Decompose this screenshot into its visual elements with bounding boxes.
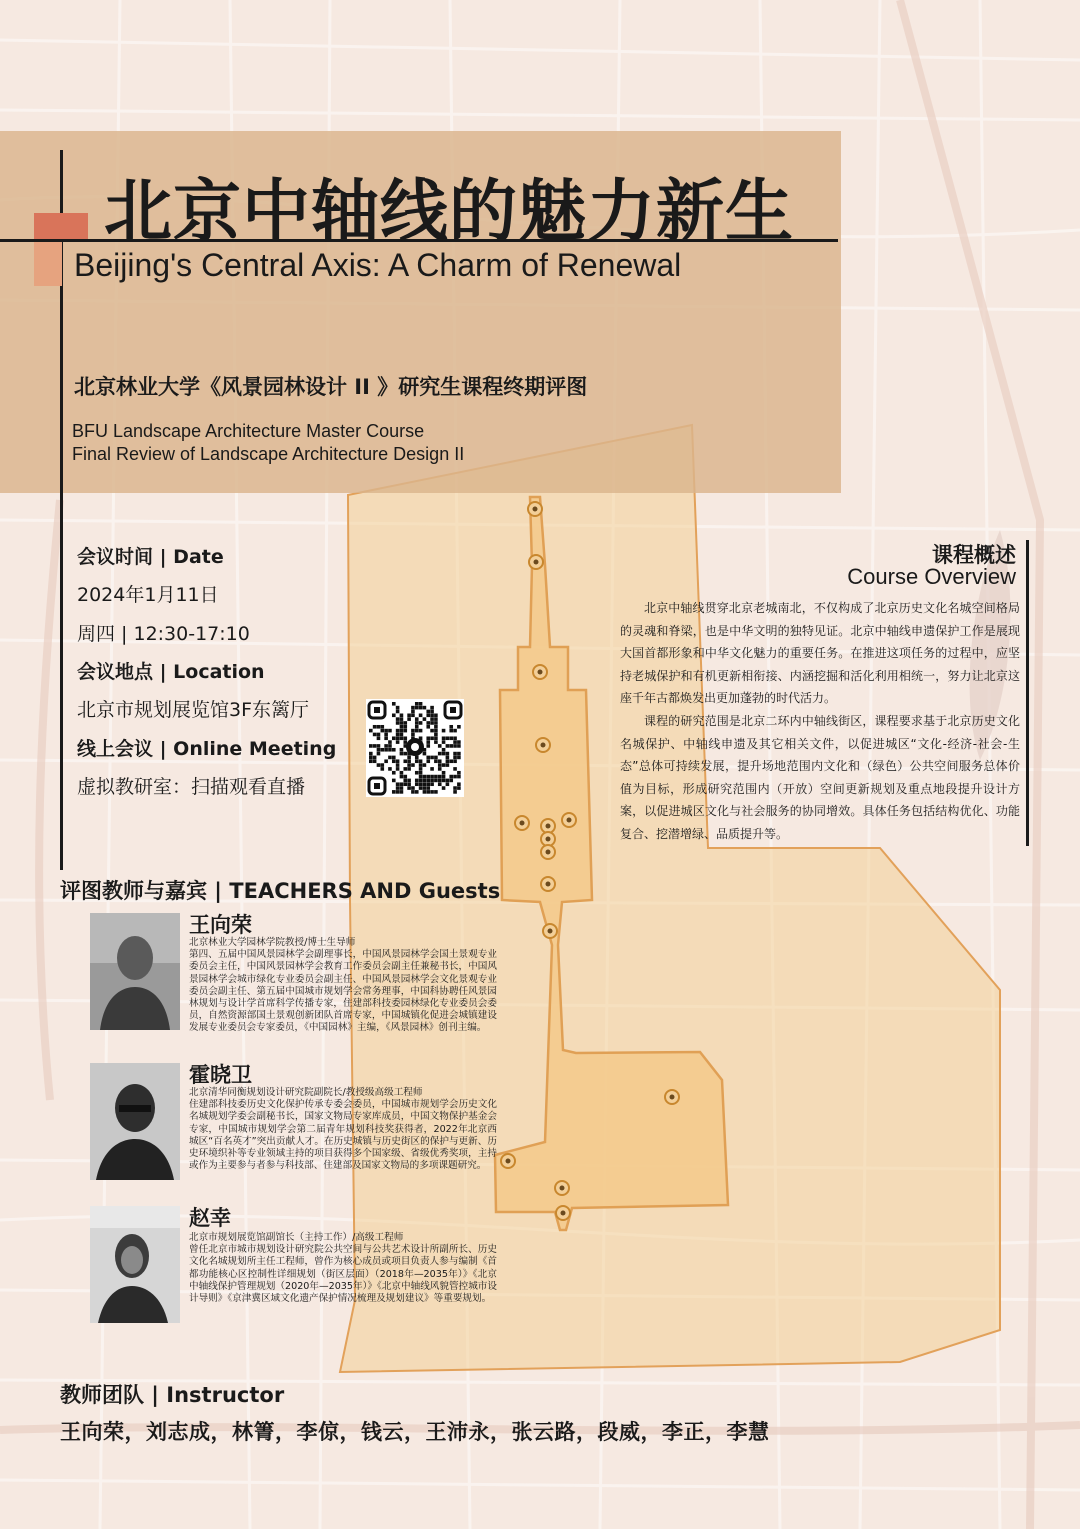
- qr-module: [426, 782, 430, 786]
- qr-module: [411, 763, 415, 767]
- qr-module: [407, 763, 411, 767]
- qr-module: [430, 790, 434, 794]
- teacher-bio-2: 北京清华同衡规划设计研究院副院长/教授级高级工程师 住建部科技委历史文化保护传承专委会委员，中国城市规划学会历史文化名城规划学委会副秘书长，国家文物局专家库成员，中国文物保护基金会专家，中国城市规划学会第二届青年规划科技奖获得者，2022年北京西城区“百名英才”突出贡献人才。在历史城镇与历史街区的保护与更新、历史环境织补等专业领域主持的项目获得多个国家级、省级优秀奖项，主持或作为主要参与者参与科技部、住建部及国家文物局的多项课题研究。: [189, 1087, 497, 1172]
- teacher-name-2: 霍晓卫: [189, 1063, 252, 1087]
- location-value: 北京市规划展览馆3F东篱厅: [77, 699, 310, 721]
- qr-module: [384, 748, 388, 752]
- qr-module: [396, 790, 400, 794]
- qr-module: [377, 752, 381, 756]
- overview-paragraph-2: 课程的研究范围是北京二环内中轴线街区，课程要求基于北京历史文化名城保护、中轴线申遗及其它相关文件，以促进城区“文化-经济-社会-生态”总体可持续发展，提升场地范围内文化和（绿色）公共空间服务总体价值为目标，形成研究范围内（开放）空间更新规划及重点地段提升设计方案，以促进城区文化与社会服务的协同增效。具体任务包括结构优化、功能复合、挖潜增绿、品质提升等。: [620, 713, 1020, 841]
- qr-module: [415, 771, 419, 775]
- qr-module: [434, 790, 438, 794]
- accent-block-light: [34, 241, 62, 286]
- qr-module: [369, 729, 373, 733]
- qr-module: [457, 771, 461, 775]
- qr-module: [453, 790, 457, 794]
- qr-module: [438, 775, 442, 779]
- qr-module: [453, 744, 457, 748]
- qr-module: [411, 729, 415, 733]
- qr-module: [430, 721, 434, 725]
- overview-rule: [1026, 540, 1029, 846]
- qr-module: [369, 744, 373, 748]
- qr-module: [438, 767, 442, 771]
- teacher-photo-1: [90, 913, 180, 1030]
- qr-module: [457, 786, 461, 790]
- course-en-line-1: BFU Landscape Architecture Master Course: [72, 421, 425, 441]
- qr-module: [396, 740, 400, 744]
- qr-module: [396, 706, 400, 710]
- qr-module: [403, 721, 407, 725]
- overview-paragraph-1: 北京中轴线贯穿北京老城南北，不仅构成了北京历史文化名城空间格局的灵魂和脊梁，也是中华文明的独特见证。北京中轴线申遗保护工作是展现大国首都形象和中华文化魅力的重要任务。在推进这项任务的过程中，应坚持老城保护和有机更新相衔接、内涵挖掘和活化利用相统一，努力让北京这座千年古都焕发出更加蓬勃的时代活力。: [620, 601, 1020, 706]
- map-marker-dot: [548, 929, 553, 934]
- qr-module: [434, 775, 438, 779]
- qr-module: [407, 779, 411, 783]
- qr-module: [434, 729, 438, 733]
- date-value: 2024年1月11日: [77, 584, 219, 606]
- qr-module: [369, 756, 373, 760]
- qr-module: [400, 733, 404, 737]
- qr-module: [438, 759, 442, 763]
- qr-module: [419, 775, 423, 779]
- qr-module: [384, 744, 388, 748]
- qr-module: [419, 782, 423, 786]
- qr-module: [438, 763, 442, 767]
- qr-module: [411, 706, 415, 710]
- qr-module: [373, 744, 377, 748]
- teacher-photo-3: [90, 1206, 180, 1323]
- qr-module: [411, 790, 415, 794]
- qr-module: [442, 775, 446, 779]
- qr-module: [419, 702, 423, 706]
- qr-module: [426, 721, 430, 725]
- map-marker-dot: [567, 818, 572, 823]
- qr-module: [396, 733, 400, 737]
- qr-module: [434, 733, 438, 737]
- qr-module: [380, 725, 384, 729]
- qr-module: [415, 702, 419, 706]
- course-title: 北京林业大学《风景园林设计 II 》研究生课程终期评图: [74, 375, 588, 399]
- qr-module: [384, 729, 388, 733]
- qr-module: [449, 759, 453, 763]
- qr-module: [392, 756, 396, 760]
- qr-module: [453, 736, 457, 740]
- qr-module: [419, 759, 423, 763]
- course-title-en: [72, 420, 464, 466]
- qr-module: [430, 756, 434, 760]
- qr-module: [453, 752, 457, 756]
- qr-module: [400, 790, 404, 794]
- qr-module: [403, 729, 407, 733]
- qr-module: [392, 702, 396, 706]
- online-label: 线上会议 | Online Meeting: [77, 738, 337, 760]
- qr-module: [373, 733, 377, 737]
- qr-module: [419, 713, 423, 717]
- accent-block: [34, 213, 88, 241]
- qr-module: [415, 782, 419, 786]
- qr-module: [396, 759, 400, 763]
- map-marker-dot: [546, 850, 551, 855]
- instructor-names: 王向荣，刘志成，林箐，李倞，钱云，王沛永，张云路，段威，李正，李慧: [60, 1420, 770, 1444]
- qr-module: [373, 756, 377, 760]
- qr-module: [442, 729, 446, 733]
- qr-module: [415, 717, 419, 721]
- qr-module: [411, 710, 415, 714]
- qr-module: [453, 759, 457, 763]
- qr-module: [446, 759, 450, 763]
- qr-module: [396, 763, 400, 767]
- qr-module: [423, 775, 427, 779]
- qr-module: [377, 725, 381, 729]
- qr-module: [403, 736, 407, 740]
- qr-module: [388, 729, 392, 733]
- qr-module: [407, 717, 411, 721]
- qr-module: [434, 736, 438, 740]
- qr-module: [430, 736, 434, 740]
- qr-module: [457, 740, 461, 744]
- qr-module: [403, 775, 407, 779]
- qr-module: [396, 786, 400, 790]
- page-title: 北京中轴线的魅力新生: [104, 173, 795, 252]
- map-marker-dot: [533, 507, 538, 512]
- qr-module: [423, 706, 427, 710]
- qr-module: [426, 786, 430, 790]
- qr-module: [434, 756, 438, 760]
- qr-module: [453, 786, 457, 790]
- qr-module: [396, 710, 400, 714]
- online-value: 虚拟教研室：扫描观看直播: [77, 776, 306, 798]
- qr-module: [423, 763, 427, 767]
- overview-title-en: Course Overview: [847, 564, 1016, 589]
- qr-module: [423, 786, 427, 790]
- qr-module: [380, 748, 384, 752]
- qr-module: [457, 775, 461, 779]
- qr-module: [407, 767, 411, 771]
- qr-module: [400, 786, 404, 790]
- qr-module: [377, 736, 381, 740]
- qr-module: [446, 763, 450, 767]
- qr-module: [442, 736, 446, 740]
- qr-module: [415, 706, 419, 710]
- qr-module: [377, 733, 381, 737]
- qr-module: [388, 748, 392, 752]
- qr-module: [434, 759, 438, 763]
- qr-module: [457, 756, 461, 760]
- qr-module: [457, 782, 461, 786]
- qr-module: [403, 779, 407, 783]
- qr-module: [415, 756, 419, 760]
- qr-module: [407, 782, 411, 786]
- map-marker-dot: [546, 837, 551, 842]
- qr-module: [423, 782, 427, 786]
- qr-module: [388, 740, 392, 744]
- qr-module: [434, 740, 438, 744]
- qr-module: [415, 790, 419, 794]
- qr-module: [430, 710, 434, 714]
- qr-module: [384, 733, 388, 737]
- qr-module: [377, 744, 381, 748]
- qr-module: [423, 790, 427, 794]
- qr-module: [392, 779, 396, 783]
- qr-module: [403, 767, 407, 771]
- qr-module: [400, 748, 404, 752]
- qr-module: [438, 744, 442, 748]
- qr-module: [426, 775, 430, 779]
- qr-module: [384, 759, 388, 763]
- qr-module: [419, 786, 423, 790]
- qr-module: [419, 721, 423, 725]
- map-marker-dot: [670, 1095, 675, 1100]
- map-marker-dot: [560, 1186, 565, 1191]
- teacher-name-3: 赵幸: [189, 1206, 231, 1230]
- qr-module: [400, 782, 404, 786]
- qr-module: [442, 779, 446, 783]
- qr-module: [438, 779, 442, 783]
- qr-module: [400, 721, 404, 725]
- qr-module: [369, 759, 373, 763]
- qr-module: [426, 725, 430, 729]
- qr-module: [415, 729, 419, 733]
- qr-module: [453, 729, 457, 733]
- qr-module: [396, 729, 400, 733]
- qr-module: [423, 779, 427, 783]
- map-marker-dot: [546, 824, 551, 829]
- overview-title: 课程概述: [932, 543, 1016, 567]
- map-marker-dot: [546, 882, 551, 887]
- qr-module: [449, 729, 453, 733]
- qr-module: [434, 713, 438, 717]
- qr-module: [388, 756, 392, 760]
- qr-module: [442, 786, 446, 790]
- qr-module: [426, 744, 430, 748]
- page-title-en: Beijing's Central Axis: A Charm of Renewal: [74, 247, 682, 283]
- map-marker-dot: [541, 743, 546, 748]
- qr-module: [419, 706, 423, 710]
- qr-module: [426, 790, 430, 794]
- map-marker-dot: [506, 1159, 511, 1164]
- qr-module: [415, 721, 419, 725]
- qr-module: [430, 717, 434, 721]
- time-value: 周四 | 12:30-17:10: [77, 623, 250, 645]
- qr-module: [403, 725, 407, 729]
- qr-module: [411, 733, 415, 737]
- qr-module: [392, 790, 396, 794]
- qr-module: [449, 744, 453, 748]
- qr-module: [434, 779, 438, 783]
- qr-module: [453, 767, 457, 771]
- qr-module: [426, 740, 430, 744]
- qr-module: [380, 767, 384, 771]
- qr-module: [377, 748, 381, 752]
- teacher-bio-1: 北京林业大学园林学院教授/博士生导师 第四、五届中国风景园林学会副理事长，中国风景园林学会国土景观专业委员会主任，中国风景园林学会教育工作委员会副主任兼秘书长，中国风景园林学会城市绿化专业委员会副主任、中国风景园林学会文化景观专业委员会副主任、第五届中国城市规划学会常务理事，中国科协聘任风景园林规划与设计学首席科学传播专家，住建部科技委园林绿化专业委员会委员，自然资源部国土景观创新团队首席专家，中国城镇化促进会城镇建设发展专业委员会专家委员，《中国园林》主编，《风景园林》创刊主编。: [189, 937, 497, 1034]
- qr-module: [449, 775, 453, 779]
- qr-module: [415, 779, 419, 783]
- qr-module: [400, 771, 404, 775]
- qr-module: [419, 779, 423, 783]
- qr-module: [380, 729, 384, 733]
- qr-module: [403, 759, 407, 763]
- qr-module: [457, 725, 461, 729]
- map-marker-dot: [534, 560, 539, 565]
- qr-module: [426, 779, 430, 783]
- qr-module: [380, 763, 384, 767]
- qr-module: [426, 736, 430, 740]
- qr-module: [442, 771, 446, 775]
- qr-module: [377, 763, 381, 767]
- qr-module: [426, 756, 430, 760]
- qr-module: [392, 736, 396, 740]
- qr-module: [438, 752, 442, 756]
- qr-module: [407, 713, 411, 717]
- qr-module: [392, 759, 396, 763]
- qr-module: [426, 710, 430, 714]
- qr-module: [457, 752, 461, 756]
- qr-module: [446, 779, 450, 783]
- qr-module: [426, 759, 430, 763]
- qr-module: [411, 786, 415, 790]
- location-label: 会议地点 | Location: [77, 661, 265, 683]
- teacher-bio-3: 北京市规划展览馆副馆长（主持工作）/高级工程师 曾任北京市城市规划设计研究院公共空间与公共艺术设计所副所长、历史文化名城规划所主任工程师，曾作为核心成员或项目负责人参与编制《首都功能核心区控制性详细规划（街区层面）（2018年—2035年）》《北京中轴线保护管理规划（2020年—2035年）》《北京中轴线风貌管控城市设计导则》《京津冀区域文化遗产保护情况梳理及规划建议》等重要规划。: [189, 1232, 497, 1305]
- qr-module: [419, 771, 423, 775]
- qr-module: [430, 706, 434, 710]
- qr-module: [400, 729, 404, 733]
- qr-module: [442, 740, 446, 744]
- qr-module: [407, 759, 411, 763]
- qr-module: [373, 759, 377, 763]
- qr-module: [430, 782, 434, 786]
- qr-module: [419, 729, 423, 733]
- qr-module: [400, 736, 404, 740]
- qr-module: [430, 713, 434, 717]
- instructor-section-title: 教师团队 | Instructor: [60, 1383, 285, 1407]
- map-marker-dot: [561, 1211, 566, 1216]
- qr-module: [396, 782, 400, 786]
- qr-module: [403, 740, 407, 744]
- qr-module: [411, 713, 415, 717]
- qr-module: [400, 725, 404, 729]
- qr-module: [419, 767, 423, 771]
- qr-module: [369, 752, 373, 756]
- qr-module: [442, 748, 446, 752]
- qr-module: [446, 756, 450, 760]
- qr-code-icon[interactable]: [366, 699, 464, 797]
- qr-module: [446, 752, 450, 756]
- qr-module: [415, 759, 419, 763]
- qr-module: [449, 725, 453, 729]
- qr-module: [403, 752, 407, 756]
- qr-module: [430, 767, 434, 771]
- qr-module: [400, 717, 404, 721]
- qr-module: [430, 779, 434, 783]
- qr-module: [426, 713, 430, 717]
- qr-module: [446, 782, 450, 786]
- qr-module: [449, 736, 453, 740]
- qr-module: [457, 744, 461, 748]
- teachers-section-title: 评图教师与嘉宾 | TEACHERS AND Guests: [60, 879, 501, 903]
- qr-module: [419, 763, 423, 767]
- qr-module: [446, 736, 450, 740]
- qr-module: [423, 717, 427, 721]
- qr-module: [423, 752, 427, 756]
- map-marker-dot: [538, 670, 543, 675]
- qr-module: [396, 717, 400, 721]
- qr-module: [407, 756, 411, 760]
- overview-body: [620, 597, 1020, 846]
- qr-module: [434, 721, 438, 725]
- qr-module: [446, 744, 450, 748]
- qr-module: [434, 717, 438, 721]
- qr-module: [392, 748, 396, 752]
- qr-module: [388, 767, 392, 771]
- qr-module: [453, 775, 457, 779]
- qr-module: [396, 721, 400, 725]
- qr-module: [430, 775, 434, 779]
- qr-module: [403, 782, 407, 786]
- qr-module: [388, 744, 392, 748]
- qr-module: [400, 713, 404, 717]
- qr-module: [442, 752, 446, 756]
- qr-module: [396, 767, 400, 771]
- qr-module: [396, 736, 400, 740]
- qr-module: [442, 763, 446, 767]
- map-marker-dot: [520, 821, 525, 826]
- qr-module: [407, 786, 411, 790]
- qr-module: [400, 752, 404, 756]
- qr-module: [392, 771, 396, 775]
- qr-module: [453, 740, 457, 744]
- teacher-photo-2: [90, 1063, 180, 1180]
- teacher-name-1: 王向荣: [189, 913, 252, 937]
- date-label: 会议时间 | Date: [77, 546, 224, 568]
- qr-module: [453, 756, 457, 760]
- course-en-line-2: Final Review of Landscape Architecture Design II: [72, 444, 465, 464]
- qr-module: [384, 736, 388, 740]
- qr-module: [449, 779, 453, 783]
- qr-module: [400, 775, 404, 779]
- qr-module: [430, 729, 434, 733]
- qr-module: [434, 725, 438, 729]
- qr-module: [373, 725, 377, 729]
- qr-module: [438, 782, 442, 786]
- qr-module: [415, 725, 419, 729]
- qr-module: [392, 713, 396, 717]
